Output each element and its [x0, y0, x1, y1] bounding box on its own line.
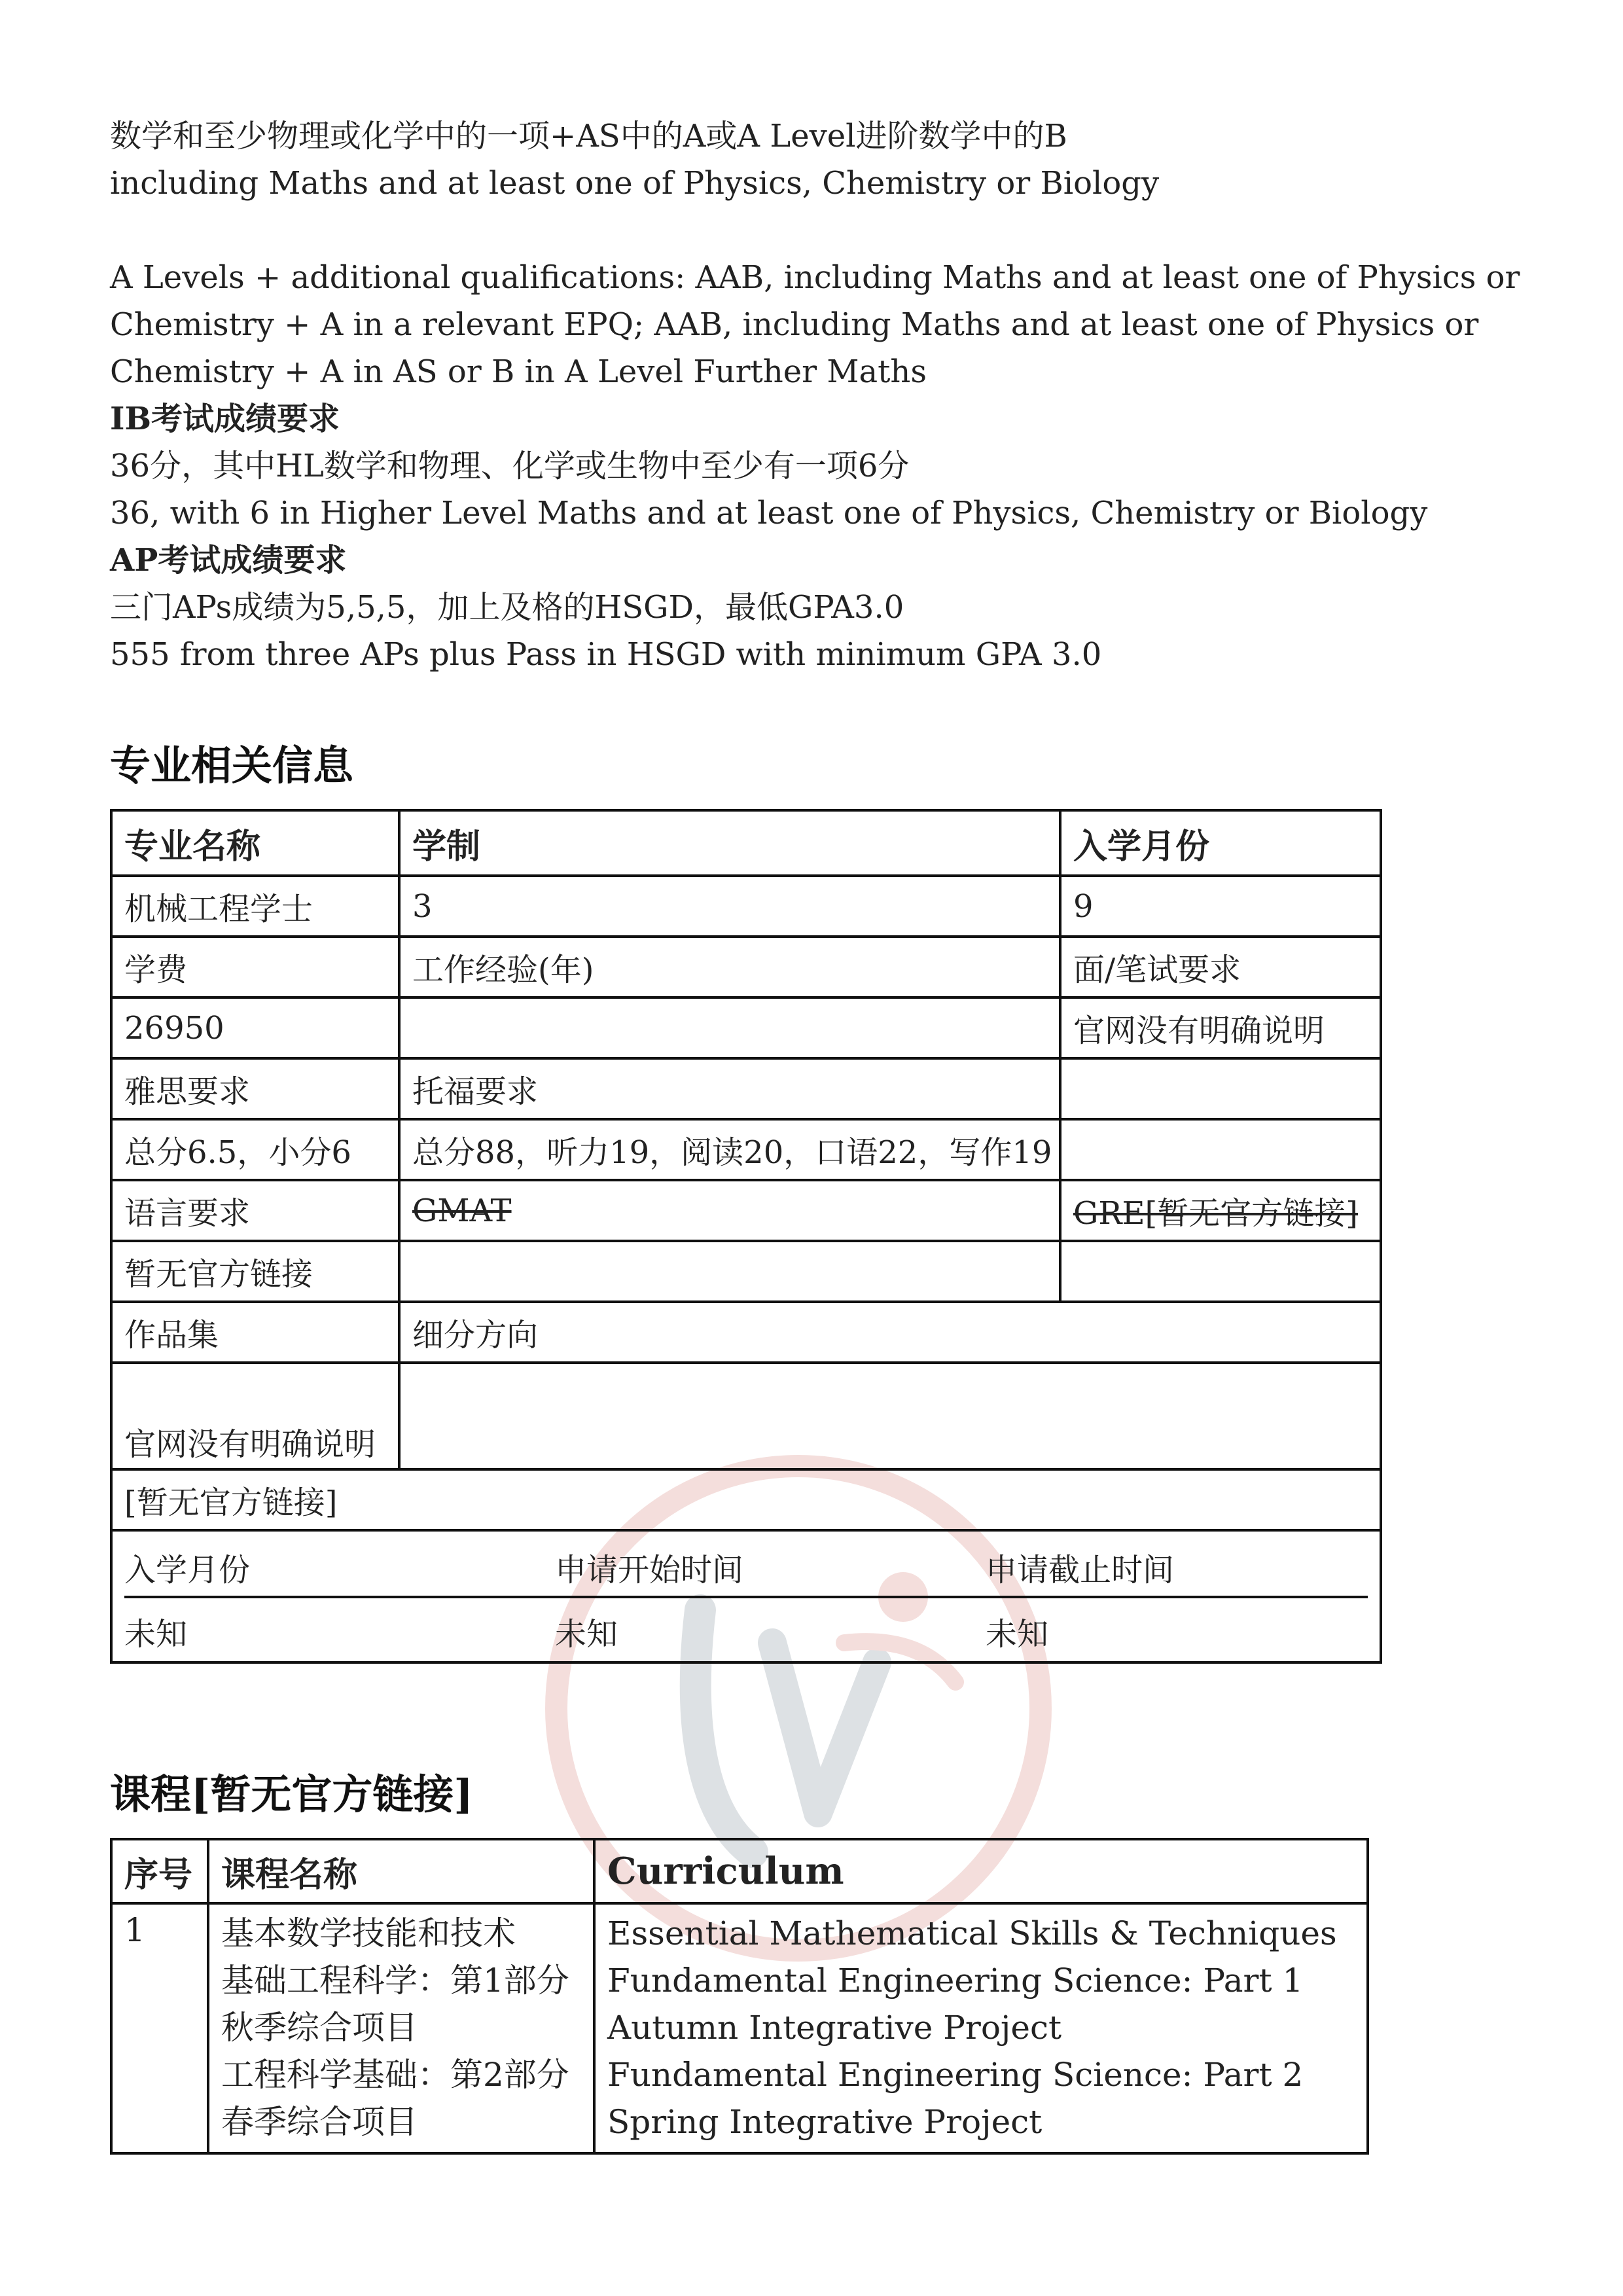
table-row [111, 876, 1381, 937]
course-name-en: Fundamental Engineering Science: Part 1 [607, 1962, 1304, 2000]
table-cell: 3 [399, 876, 1060, 937]
header-cell: 序号 [111, 1839, 208, 1903]
program-section-title: 专业相关信息 [110, 742, 354, 789]
table-row [111, 1903, 1368, 2153]
dates-value-close: 未知 [986, 1616, 1049, 1653]
course-name-cn: 基础工程科学：第1部分 [221, 1962, 569, 2000]
dates-cell [111, 1530, 1381, 1662]
ap-cn: 三门APs成绩为5,5,5，加上及格的HSGD，最低GPA3.0 [110, 589, 904, 626]
table-cell: 雅思要求 [111, 1058, 399, 1119]
table-cell: 总分88，听力19，阅读20，口语22，写作19 [399, 1119, 1060, 1180]
table-cell [1060, 1058, 1381, 1119]
dates-value-open: 未知 [555, 1616, 618, 1653]
additional-line: A Levels + additional qualifications: AAB, including Maths and at least one of Physics or [110, 259, 1520, 296]
additional-line: Chemistry + A in AS or B in A Level Further Maths [110, 353, 927, 390]
table-header-row [111, 810, 1381, 876]
course-index: 1 [111, 1903, 208, 2153]
gre-cell: GRE[暂无官方链接] [1060, 1180, 1381, 1241]
table-cell [399, 997, 1060, 1058]
dates-header-intake: 入学月份 [124, 1552, 251, 1588]
ap-en: 555 from three APs plus Pass in HSGD with minimum GPA 3.0 [110, 636, 1102, 673]
dates-value-intake: 未知 [124, 1616, 188, 1653]
course-names-cn [208, 1903, 594, 2153]
table-cell [1060, 1241, 1381, 1302]
a-level-requirements [110, 113, 1537, 207]
table-cell: 学费 [111, 937, 399, 997]
table-cell: 语言要求 [111, 1180, 399, 1241]
header-cell: 专业名称 [111, 810, 399, 876]
dates-divider [124, 1596, 1368, 1598]
course-name-en: Autumn Integrative Project [607, 2009, 1062, 2047]
table-row [111, 1241, 1381, 1302]
course-name-cn: 基本数学技能和技术 [221, 1914, 516, 1952]
table-row [111, 1119, 1381, 1180]
table-cell [399, 1241, 1060, 1302]
ib-heading: IB考试成绩要求 [110, 401, 340, 437]
header-cell: 课程名称 [208, 1839, 594, 1903]
course-name-cn: 工程科学基础：第2部分 [221, 2056, 569, 2094]
link-note-cell: [暂无官方链接] [111, 1469, 1381, 1530]
course-name-en: Spring Integrative Project [607, 2103, 1043, 2141]
table-cell: 作品集 [111, 1302, 399, 1363]
table-cell: 面/笔试要求 [1060, 937, 1381, 997]
table-header-row [111, 1839, 1368, 1903]
table-row [111, 1058, 1381, 1119]
table-cell: 细分方向 [399, 1302, 1381, 1363]
table-cell: 暂无官方链接 [111, 1241, 399, 1302]
table-cell [399, 1363, 1381, 1469]
table-cell: 官网没有明确说明 [1060, 997, 1381, 1058]
table-row [111, 1363, 1381, 1469]
ap-heading: AP考试成绩要求 [110, 542, 347, 579]
table-cell: 机械工程学士 [111, 876, 399, 937]
course-section-title: 课程[暂无官方链接] [110, 1770, 473, 1818]
table-cell: 26950 [111, 997, 399, 1058]
a-level-en: including Maths and at least one of Physics, Chemistry or Biology [110, 165, 1160, 202]
ib-en: 36, with 6 in Higher Level Maths and at least one of Physics, Chemistry or Biology [110, 495, 1428, 531]
header-cell: 学制 [399, 810, 1060, 876]
dates-subtable [113, 1532, 1380, 1661]
dates-header-open: 申请开始时间 [555, 1552, 744, 1588]
table-row [111, 1302, 1381, 1363]
dates-header-close: 申请截止时间 [986, 1552, 1175, 1588]
table-cell [1060, 1119, 1381, 1180]
course-name-cn: 春季综合项目 [221, 2103, 418, 2141]
header-cell: Curriculum [594, 1839, 1368, 1903]
table-row [111, 1469, 1381, 1530]
header-cell: 入学月份 [1060, 810, 1381, 876]
course-names-en [594, 1903, 1368, 2153]
table-cell: 总分6.5，小分6 [111, 1119, 399, 1180]
table-row [111, 997, 1381, 1058]
table-cell: 工作经验(年) [399, 937, 1060, 997]
dates-row [111, 1530, 1381, 1662]
table-cell: 官网没有明确说明 [111, 1363, 399, 1469]
additional-line: Chemistry + A in a relevant EPQ; AAB, including Maths and at least one of Physics or [110, 306, 1479, 343]
table-row [111, 1180, 1381, 1241]
course-name-en: Essential Mathematical Skills & Techniques [607, 1914, 1337, 1952]
course-table [110, 1838, 1369, 2155]
table-row [111, 937, 1381, 997]
ib-cn: 36分，其中HL数学和物理、化学或生物中至少有一项6分 [110, 448, 910, 484]
additional-qualifications [110, 254, 1537, 678]
table-cell: 9 [1060, 876, 1381, 937]
table-cell: 托福要求 [399, 1058, 1060, 1119]
program-info-table [110, 809, 1382, 1664]
a-level-cn: 数学和至少物理或化学中的一项+AS中的A或A Level进阶数学中的B [110, 118, 1067, 154]
course-name-en: Fundamental Engineering Science: Part 2 [607, 2056, 1304, 2094]
gmat-cell: GMAT [399, 1180, 1060, 1241]
course-name-cn: 秋季综合项目 [221, 2009, 418, 2047]
